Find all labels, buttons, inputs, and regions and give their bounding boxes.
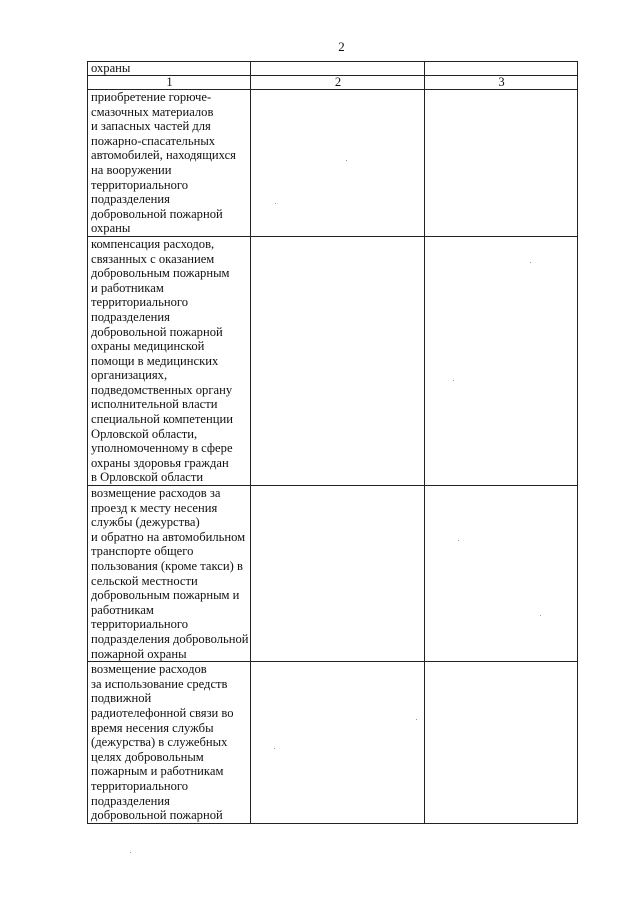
continuation-cell: охраны <box>88 62 251 76</box>
description-line: организациях, <box>91 368 168 383</box>
description-line: (дежурства) в служебных <box>91 735 228 750</box>
continuation-row <box>88 62 578 76</box>
scan-speck <box>458 540 459 541</box>
description-line: пожарно-спасательных <box>91 133 216 148</box>
description-line: целях добровольным <box>91 749 204 764</box>
description-line: Орловской области, <box>91 426 198 441</box>
column-2-cell <box>251 662 425 824</box>
description-line: территориального <box>91 295 189 310</box>
description-line: подвижной <box>91 691 152 706</box>
continuation-cell-col3 <box>425 62 578 76</box>
description-line: компенсация расходов, <box>91 236 215 251</box>
page-number: 2 <box>338 39 345 54</box>
description-line: территориального <box>91 177 189 192</box>
description-line: радиотелефонной связи во <box>91 705 234 720</box>
column-2-cell <box>251 236 425 485</box>
description-line: возмещение расходов за <box>91 486 221 501</box>
description-line: добровольной пожарной <box>91 808 223 823</box>
column-2-cell <box>251 90 425 237</box>
description-line: проезд к месту несения <box>91 500 218 515</box>
scan-speck <box>530 262 531 263</box>
description-line: сельской местности <box>91 573 198 588</box>
description-line: подразделения <box>91 192 170 207</box>
table-row <box>88 486 578 662</box>
column-number-1: 1 <box>88 76 251 90</box>
description-line: работникам <box>91 602 154 617</box>
continuation-cell-col2 <box>251 62 425 76</box>
description-line: службы (дежурства) <box>91 515 200 530</box>
column-number-row <box>88 76 578 90</box>
table-row <box>88 236 578 485</box>
description-line: связанных с оказанием <box>91 251 215 266</box>
description-line: в Орловской области <box>91 470 204 485</box>
description-line: время несения службы <box>91 720 214 735</box>
expense-description <box>88 236 251 485</box>
column-3-cell <box>425 486 578 662</box>
column-number-2: 2 <box>251 76 425 90</box>
scan-speck <box>274 748 275 749</box>
description-line: подразделения <box>91 309 170 324</box>
description-line: транспорте общего <box>91 544 194 559</box>
scan-speck <box>130 852 131 853</box>
description-line: охраны здоровья граждан <box>91 455 229 470</box>
description-line: специальной компетенции <box>91 412 233 427</box>
description-line: территориального <box>91 778 189 793</box>
expense-description <box>88 486 251 662</box>
expense-description <box>88 90 251 237</box>
expense-description <box>88 662 251 824</box>
scan-speck <box>453 380 454 381</box>
column-3-cell <box>425 662 578 824</box>
description-line: уполномоченному в сфере <box>91 441 233 456</box>
column-number-3: 3 <box>425 76 578 90</box>
description-line: охраны <box>91 221 131 236</box>
description-line: за использование средств <box>91 676 228 691</box>
expenses-table <box>87 61 578 824</box>
description-line: пожарным и работникам <box>91 764 224 779</box>
scan-speck <box>416 719 417 720</box>
description-line: добровольным пожарным <box>91 266 230 281</box>
description-line: возмещение расходов <box>91 662 207 677</box>
description-line: помощи в медицинских <box>91 353 219 368</box>
description-line: и запасных частей для <box>91 119 211 134</box>
description-line: приобретение горюче- <box>91 90 212 104</box>
description-line: добровольной пожарной <box>91 324 223 339</box>
column-2-cell <box>251 486 425 662</box>
scan-speck <box>275 203 276 204</box>
description-line: добровольным пожарным и <box>91 588 240 603</box>
description-line: пользования (кроме такси) в <box>91 559 243 573</box>
description-line: подведомственных органу <box>91 382 233 397</box>
description-line: подразделения <box>91 793 170 808</box>
table-row <box>88 90 578 237</box>
description-line: автомобилей, находящихся <box>91 148 236 163</box>
table-row <box>88 662 578 824</box>
description-line: подразделения добровольной <box>91 631 249 646</box>
description-line: смазочных материалов <box>91 104 214 119</box>
scan-speck <box>540 615 541 616</box>
description-line: и обратно на автомобильном <box>91 529 246 544</box>
description-line: исполнительной власти <box>91 397 218 412</box>
column-3-cell <box>425 90 578 237</box>
scan-speck <box>346 160 347 161</box>
description-line: и работникам <box>91 280 164 295</box>
description-line: на вооружении <box>91 162 172 177</box>
description-line: пожарной охраны <box>91 646 187 661</box>
column-3-cell <box>425 236 578 485</box>
description-line: добровольной пожарной <box>91 206 223 221</box>
description-line: охраны медицинской <box>91 339 205 354</box>
description-line: территориального <box>91 617 189 632</box>
